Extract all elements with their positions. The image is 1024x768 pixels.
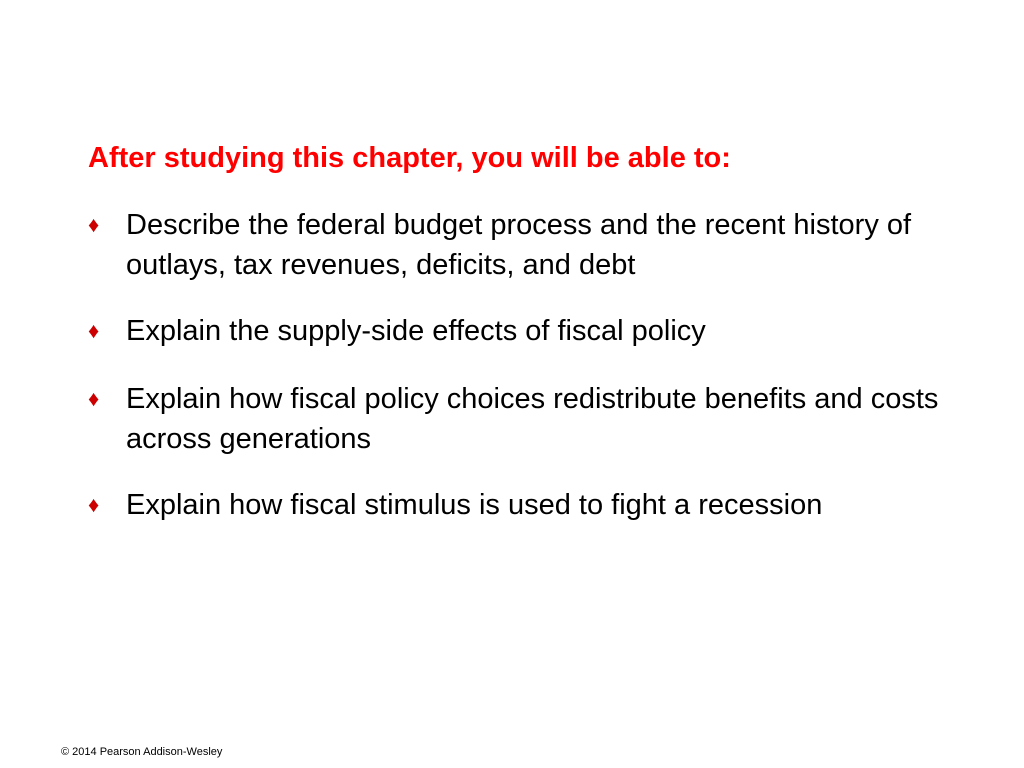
diamond-bullet-icon: ♦ [88,386,100,411]
diamond-bullet-icon: ♦ [88,318,100,343]
copyright-footer: © 2014 Pearson Addison-Wesley [61,746,223,758]
objective-item [88,379,968,459]
objective-item [88,485,968,525]
objective-text: Explain how fiscal policy choices redistribute benefits and costs across generations [126,383,939,455]
objective-item [88,205,968,285]
objective-text: Explain the supply-side effects of fiscal policy [126,315,706,347]
objective-text: Describe the federal budget process and the recent history of outlays, tax revenues, deficits, and debt [126,209,912,281]
diamond-bullet-icon: ♦ [88,212,100,237]
objective-item [88,311,968,351]
objectives-list [88,205,968,551]
slide-heading: After studying this chapter, you will be able to: [88,142,731,174]
diamond-bullet-icon: ♦ [88,492,100,517]
objective-text: Explain how fiscal stimulus is used to fight a recession [126,489,823,521]
